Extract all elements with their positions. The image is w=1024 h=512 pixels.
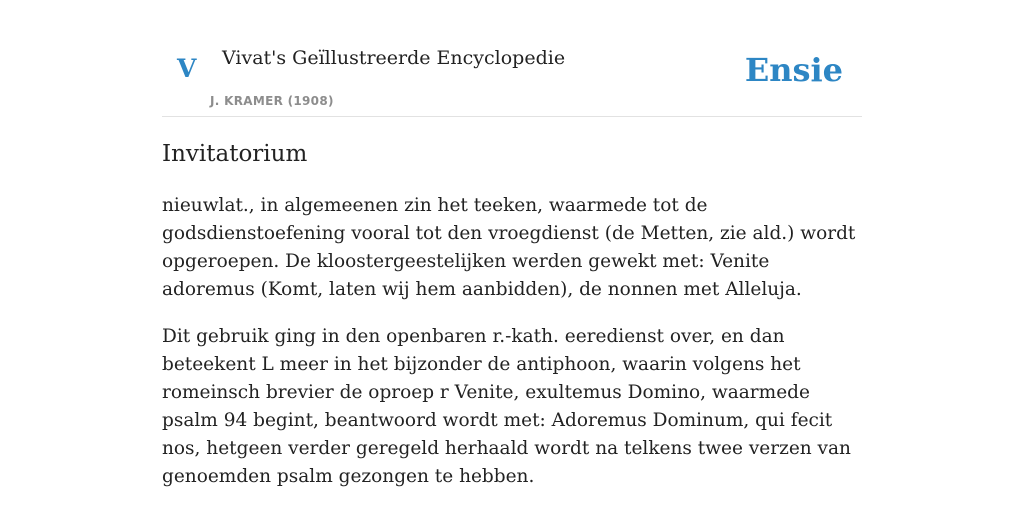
entry-title: Invitatorium bbox=[162, 141, 308, 167]
entry-paragraph-1: nieuwlat., in algemeenen zin het teeken, waarmede tot de godsdienstoefening vooral tot den vroegdienst (de Metten, zie ald.) wordt opgeroepen. De kloostergeestelijken werden gewekt met: Venite adoremus (Komt, laten wij hem aanbidden), de nonnen met Alleluja. bbox=[162, 195, 856, 300]
book-author: J. KRAMER (1908) bbox=[210, 94, 334, 108]
entry-paragraph-2: Dit gebruik ging in den openbaren r.-kath. eeredienst over, en dan beteekent L meer in het bijzonder de antiphoon, waarin volgens het romeinsch brevier de oproep r Venite, exultemus Domino, waarmede psalm 94 begint, beantwoord wordt met: Adoremus Dominum, qui fecit nos, hetgeen verder geregeld herhaald wordt na telkens twee verzen van genoemden psalm gezongen te hebben. bbox=[162, 326, 851, 487]
book-logo-letter[interactable]: V bbox=[177, 54, 197, 83]
page-header bbox=[162, 0, 862, 117]
entry-content bbox=[162, 136, 862, 491]
book-title-link[interactable]: Vivat's Geïllustreerde Encyclopedie bbox=[222, 47, 566, 69]
ensie-logo[interactable]: Ensie bbox=[744, 51, 843, 89]
